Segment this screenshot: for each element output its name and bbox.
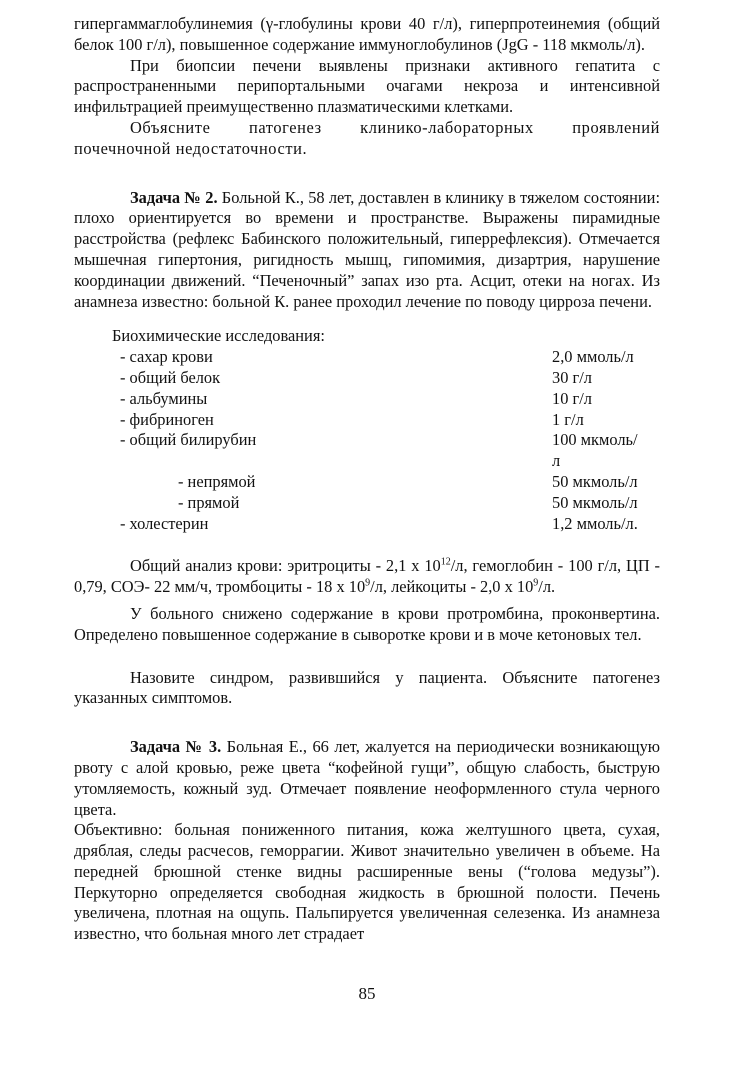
blood-text-b: /л, гемоглобин - 100 г/л, ЦП - 0,79, СОЭ- 22 мм/ч, тромбоциты - 18 x 10 [74,556,660,597]
blood-text-c: /л, лейкоциты - 2,0 x 10 [370,577,534,597]
task3-heading: Задача № 3. [130,737,222,757]
table-row [120,514,640,535]
intro-paragraph: гипергаммаглобулинемия (γ-глобулины крови 40 г/л), гиперпротеинемия (общий белок 100 г/л), повышенное содержание иммуноглобулинов (JgG - 118 мкмоль/л). [74,14,660,54]
lab-name: - общий билирубин [120,430,257,450]
table-row [120,472,640,493]
lab-value: 10 г/л [552,388,592,408]
lab-name: - сахар крови [120,347,213,367]
lab-value: 50 мкмоль/л [552,492,638,512]
task2-question: Назовите синдром, развившийся у пациента. Объясните патогенез указанных симптомов. [74,667,660,708]
task2-paragraph [74,188,660,313]
table-row [120,493,640,514]
task3-paragraph [74,737,660,820]
prothrombin-paragraph: У больного снижено содержание в крови протромбина, проконвертина. Определено повышенное содержание в сыворотке крови и в моче кетоновых тел. [74,603,660,644]
lab-value: 30 г/л [552,367,592,387]
intro-question: Объясните патогенез клинико-лабораторных проявлений почечночной недостаточности. [74,117,660,158]
table-row [120,430,640,472]
lab-name: - прямой [178,492,240,512]
lab-value: 2,0 ммоль/л [552,347,634,367]
lab-value: 100 мкмоль/л [552,430,638,471]
lab-value: 1 г/л [552,409,584,429]
task2-text: Больной К., 58 лет, доставлен в клинику в тяжелом состоянии: плохо ориентируется во времени и пространстве. Выражены пирамидные расстройства (рефлекс Бабинского положительный, гиперрефлексия). Отмечается мышечная гипертония, ригидность мышц, гипомимия, дизартрия, нарушение координации движений. “Печеночный” запах изо рта. Асцит, отеки на ногах. Из анамнеза известно: больной К. ранее проходил лечение по поводу цирроза печени. [74,187,661,311]
lab-name: - холестерин [120,513,209,533]
blood-text-a: Общий анализ крови: эритроциты - 2,1 x 10 [130,556,441,576]
blood-exponent-2: 9 [365,577,371,589]
table-row [120,410,640,431]
labs-title: Биохимические исследования: [112,326,325,346]
lab-name: - альбумины [120,388,208,408]
objective-paragraph: Объективно: больная пониженного питания, кожа желтушного цвета, сухая, дряблая, следы расчесов, геморрагии. Живот значительно увеличен в объеме. На передней брюшной стенке видны расширенные вены (“голова медузы”). Перкуторно определяется свободная жидкость в брюшной полости. Печень увеличена, плотная на ощупь. Пальпируется увеличенная селезенка. Из анамнеза известно, что больная много лет страдает [74,820,660,944]
blood-text-d: /л. [538,577,556,597]
task2-heading: Задача № 2. [130,187,218,207]
task3-text: Больная Е., 66 лет, жалуется на периодически возникающую рвоту с алой кровью, реже цвета “кофейной гущи”, общую слабость, быструю утомляемость, кожный зуд. Отмечает появление неоформленного стула черного цвета. [74,737,661,819]
blood-exponent-3: 9 [533,577,539,589]
table-row [120,389,640,410]
lab-name: - фибриноген [120,409,214,429]
blood-test-paragraph [74,556,660,598]
lab-value: 50 мкмоль/л [552,471,638,491]
page-content [74,14,660,945]
table-row [120,368,640,389]
table-row [120,347,640,368]
lab-results-table [120,347,640,534]
lab-name: - общий белок [120,367,221,387]
blood-exponent-1: 12 [440,556,451,568]
page-number: 85 [358,984,376,1003]
biopsy-paragraph: При биопсии печени выявлены признаки активного гепатита с распространенными перипортальными очагами некроза и интенсивной инфильтрацией преимущественно плазматическими клетками. [74,55,660,117]
lab-name: - непрямой [178,471,256,491]
lab-value: 1,2 ммоль/л. [552,513,638,533]
